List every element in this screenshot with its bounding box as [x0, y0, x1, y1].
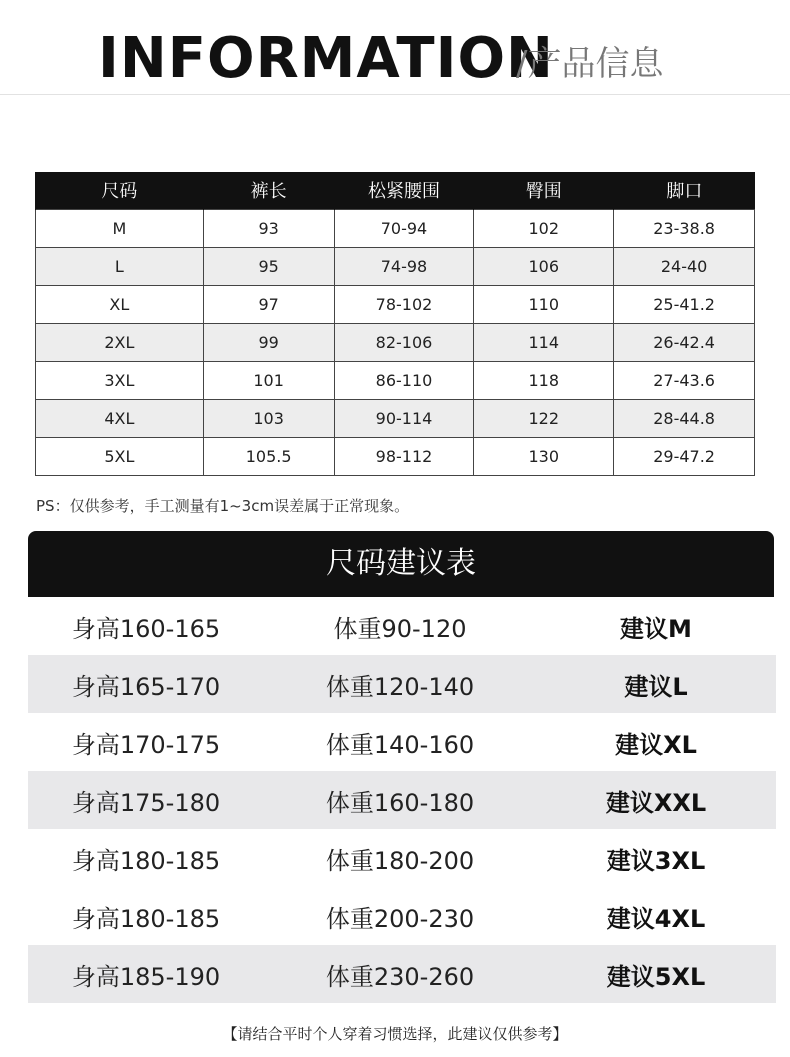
- table-cell: 114: [474, 323, 614, 361]
- table-cell: 74-98: [334, 247, 474, 285]
- weight-range: 体重180-200: [325, 846, 475, 875]
- list-item: [28, 597, 776, 655]
- size-table: [35, 172, 755, 476]
- table-cell: 99: [203, 323, 334, 361]
- table-cell: 93: [203, 209, 334, 247]
- table-cell: L: [36, 247, 204, 285]
- size-suggestion: 建议XXL: [605, 788, 707, 817]
- size-table-header: 臀围: [474, 172, 614, 209]
- table-row: [36, 247, 755, 285]
- height-range: 身高180-185: [71, 904, 221, 933]
- table-cell: 70-94: [334, 209, 474, 247]
- height-range: 身高165-170: [71, 672, 221, 701]
- table-cell: 24-40: [614, 247, 755, 285]
- table-cell: 78-102: [334, 285, 474, 323]
- table-cell: 4XL: [36, 399, 204, 437]
- table-row: [36, 285, 755, 323]
- table-cell: 97: [203, 285, 334, 323]
- weight-range: 体重90-120: [333, 614, 467, 643]
- recommendation-title: 尺码建议表: [28, 531, 774, 597]
- list-item: [28, 887, 776, 945]
- table-cell: 23-38.8: [614, 209, 755, 247]
- list-item: [28, 945, 776, 1003]
- list-item: [28, 771, 776, 829]
- size-suggestion: 建议L: [624, 672, 688, 701]
- height-range: 身高180-185: [71, 846, 221, 875]
- list-item: [28, 655, 776, 713]
- size-suggestion: 建议5XL: [606, 962, 706, 991]
- table-cell: M: [36, 209, 204, 247]
- size-suggestion: 建议3XL: [606, 846, 706, 875]
- size-table-header-row: [36, 172, 755, 209]
- weight-range: 体重200-230: [325, 904, 475, 933]
- weight-range: 体重140-160: [325, 730, 475, 759]
- size-table-header: 松紧腰围: [334, 172, 474, 209]
- height-range: 身高170-175: [71, 730, 221, 759]
- table-row: [36, 209, 755, 247]
- table-row: [36, 323, 755, 361]
- table-row: [36, 399, 755, 437]
- weight-range: 体重120-140: [325, 672, 475, 701]
- list-item: [28, 829, 776, 887]
- table-cell: 95: [203, 247, 334, 285]
- table-cell: 122: [474, 399, 614, 437]
- table-cell: 27-43.6: [614, 361, 755, 399]
- table-cell: 86-110: [334, 361, 474, 399]
- table-cell: 82-106: [334, 323, 474, 361]
- table-cell: 25-41.2: [614, 285, 755, 323]
- table-row: [36, 361, 755, 399]
- ps-note: PS：仅供参考，手工测量有1~3cm误差属于正常现象。: [36, 497, 410, 515]
- page-header: [0, 0, 790, 95]
- header-title-en: INFORMATION: [98, 26, 554, 91]
- table-cell: 102: [474, 209, 614, 247]
- header-title-cn: /产品信息: [516, 44, 664, 84]
- size-suggestion: 建议XL: [615, 730, 697, 759]
- height-range: 身高175-180: [71, 788, 221, 817]
- table-row: [36, 437, 755, 475]
- size-suggestion: 建议M: [620, 614, 692, 643]
- height-range: 身高160-165: [71, 614, 221, 643]
- list-item: [28, 713, 776, 771]
- table-cell: 28-44.8: [614, 399, 755, 437]
- table-cell: 26-42.4: [614, 323, 755, 361]
- table-cell: 130: [474, 437, 614, 475]
- table-cell: 3XL: [36, 361, 204, 399]
- table-cell: 103: [203, 399, 334, 437]
- weight-range: 体重230-260: [325, 962, 475, 991]
- table-cell: 29-47.2: [614, 437, 755, 475]
- size-table-header: 脚口: [614, 172, 755, 209]
- size-table-header: 尺码: [36, 172, 204, 209]
- table-cell: 110: [474, 285, 614, 323]
- table-cell: 90-114: [334, 399, 474, 437]
- table-cell: 5XL: [36, 437, 204, 475]
- size-suggestion: 建议4XL: [606, 904, 706, 933]
- table-cell: 105.5: [203, 437, 334, 475]
- table-cell: 106: [474, 247, 614, 285]
- weight-range: 体重160-180: [325, 788, 475, 817]
- table-cell: 98-112: [334, 437, 474, 475]
- size-table-header: 裤长: [203, 172, 334, 209]
- table-cell: 101: [203, 361, 334, 399]
- height-range: 身高185-190: [71, 962, 221, 991]
- table-cell: XL: [36, 285, 204, 323]
- table-cell: 2XL: [36, 323, 204, 361]
- recommendation-list: [28, 597, 776, 1003]
- footer-note: 【请结合平时个人穿着习惯选择，此建议仅供参考】: [222, 1025, 568, 1043]
- table-cell: 118: [474, 361, 614, 399]
